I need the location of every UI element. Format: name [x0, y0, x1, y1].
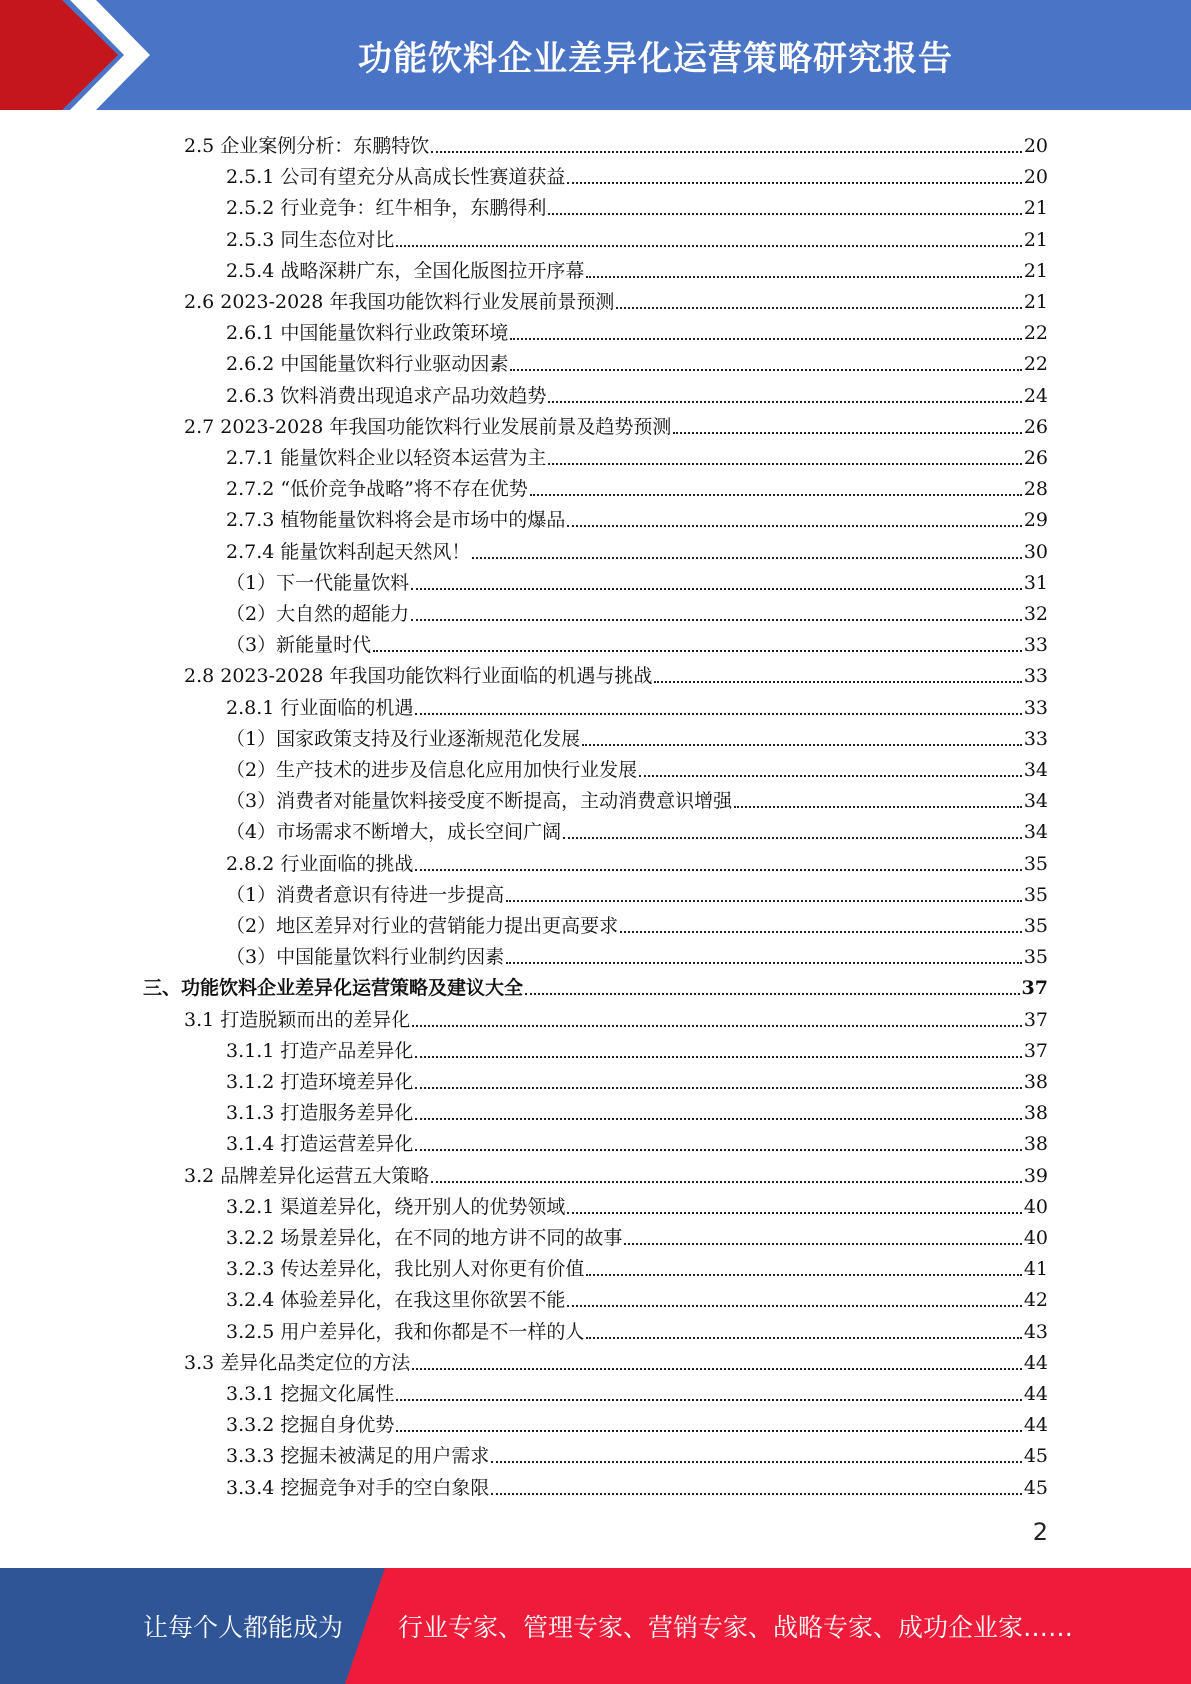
toc-entry[interactable]: [226, 377, 1048, 408]
toc-entry-page: 35: [1023, 946, 1048, 969]
toc-dot-leader: [415, 1056, 1021, 1058]
toc-entry-page: 34: [1023, 821, 1048, 844]
toc-dot-leader: [431, 1181, 1022, 1183]
toc-entry-title: 3.3 差异化品类定位的方法: [184, 1351, 411, 1374]
toc-dot-leader: [412, 1368, 1022, 1370]
toc-dot-leader: [582, 744, 1022, 746]
toc-entry-page: 45: [1023, 1445, 1048, 1468]
toc-entry-page: 37: [1023, 1039, 1048, 1062]
toc-entry-title: （1）国家政策支持及行业逐渐规范化发展: [226, 727, 581, 750]
toc-entry-page: 24: [1023, 384, 1048, 407]
toc-entry-page: 35: [1023, 915, 1048, 937]
toc-dot-leader: [548, 213, 1021, 215]
page-number: 2: [1032, 1518, 1048, 1546]
toc-dot-leader: [673, 432, 1021, 434]
toc-dot-leader: [563, 837, 1022, 839]
toc-dot-leader: [396, 1430, 1021, 1432]
toc-dot-leader: [586, 276, 1021, 278]
toc-entry-title: （1）下一代能量饮料: [226, 571, 410, 594]
toc-dot-leader: [548, 401, 1021, 403]
toc-entry[interactable]: [226, 1375, 1048, 1406]
toc-entry-title: 2.5 企业案例分析：东鹏特饮: [184, 135, 430, 157]
toc-entry-page: 22: [1023, 353, 1048, 376]
toc-entry-title: 2.7.3 植物能量饮料将会是市场中的爆品: [226, 509, 566, 532]
toc-dot-leader: [654, 681, 1021, 683]
toc-entry-title: 3.1.1 打造产品差异化: [226, 1039, 414, 1062]
toc-entry[interactable]: [226, 813, 1048, 844]
toc-entry-title: 2.8 2023-2028 年我国功能饮料行业面临的机遇与挑战: [184, 665, 653, 688]
toc-entry-title: 3.3.1 挖掘文化属性: [226, 1383, 395, 1405]
toc-entry-page: 26: [1023, 447, 1048, 469]
page-header: [0, 0, 1191, 110]
toc-entry[interactable]: [184, 408, 1048, 439]
page-footer: [0, 1568, 1191, 1684]
toc-entry-page: 33: [1023, 634, 1048, 657]
toc-entry[interactable]: [226, 470, 1048, 501]
toc-dot-leader: [373, 650, 1022, 652]
toc-entry-title: 2.7 2023-2028 年我国功能饮料行业发展前景及趋势预测: [184, 415, 672, 438]
toc-dot-leader: [567, 182, 1021, 184]
toc-entry[interactable]: [184, 657, 1048, 688]
toc-entry-title: 3.2 品牌差异化运营五大策略: [184, 1164, 430, 1187]
toc-entry-title: 2.6.3 饮料消费出现追求产品功效趋势: [226, 384, 547, 407]
footer-slogan-left: 让每个人都能成为: [143, 1613, 344, 1642]
toc-entry-title: 2.5.1 公司有望充分从高成长性赛道获益: [226, 166, 566, 189]
toc-entry-title: 3.2.1 渠道差异化，绕开别人的优势领域: [226, 1195, 566, 1218]
toc-dot-leader: [491, 1493, 1021, 1495]
toc-entry-page: 44: [1023, 1351, 1048, 1374]
toc-entry-page: 37: [1021, 977, 1048, 1000]
toc-entry[interactable]: [226, 158, 1048, 189]
toc-entry-page: 35: [1023, 852, 1048, 875]
toc-entry-title: 2.8.1 行业面临的机遇: [226, 696, 414, 719]
toc-entry-title: 2.6.1 中国能量饮料行业政策环境: [226, 322, 509, 345]
toc-entry-title: 3.2.3 传达差异化，我比别人对你更有价值: [226, 1258, 585, 1281]
toc-entry[interactable]: [226, 1032, 1048, 1063]
toc-entry-title: （3）中国能量饮料行业制约因素: [226, 946, 505, 969]
toc-entry[interactable]: [226, 1188, 1048, 1219]
toc-entry-page: 21: [1023, 259, 1048, 282]
toc-entry[interactable]: [226, 564, 1048, 595]
toc-entry[interactable]: [226, 189, 1048, 220]
toc-dot-leader: [415, 713, 1021, 715]
toc-entry-title: 2.6 2023-2028 年我国功能饮料行业发展前景预测: [184, 291, 615, 313]
toc-entry[interactable]: [226, 501, 1048, 532]
toc-entry-page: 34: [1023, 790, 1048, 813]
report-title: 功能饮料企业差异化运营策略研究报告: [358, 38, 953, 79]
toc-dot-leader: [415, 1118, 1021, 1120]
toc-entry-title: 2.5.4 战略深耕广东，全国化版图拉开序幕: [226, 259, 585, 282]
toc-dot-leader: [620, 931, 1022, 933]
toc-entry[interactable]: [226, 1250, 1048, 1281]
toc-entry-title: 3.3.3 挖掘未被满足的用户需求: [226, 1445, 490, 1468]
toc-entry-page: 38: [1023, 1102, 1048, 1125]
toc-entry[interactable]: [226, 1313, 1048, 1344]
toc-entry-title: 3.1.4 打造运营差异化: [226, 1133, 414, 1156]
toc-entry-title: 3.2.2 场景差异化，在不同的地方讲不同的故事: [226, 1227, 623, 1249]
toc-entry-page: 37: [1023, 1008, 1048, 1031]
toc-dot-leader: [734, 806, 1022, 808]
toc-entry[interactable]: [226, 221, 1048, 252]
toc-entry[interactable]: [226, 876, 1048, 907]
toc-entry-title: 3.3.4 挖掘竞争对手的空白象限: [226, 1476, 490, 1499]
toc-entry[interactable]: [226, 345, 1048, 376]
toc-entry[interactable]: [226, 938, 1048, 969]
toc-dot-leader: [396, 245, 1021, 247]
toc-dot-leader: [411, 619, 1022, 621]
toc-dot-leader: [510, 338, 1021, 340]
toc-entry-title: （4）市场需求不断增大，成长空间广阔: [226, 821, 562, 844]
toc-entry[interactable]: [226, 1094, 1048, 1125]
toc-dot-leader: [510, 369, 1021, 371]
toc-dot-leader: [525, 993, 1020, 995]
toc-entry[interactable]: [226, 314, 1048, 345]
toc-entry-page: 38: [1023, 1133, 1048, 1156]
toc-entry-page: 31: [1023, 571, 1048, 594]
toc-entry-page: 33: [1023, 696, 1048, 719]
toc-dot-leader: [548, 463, 1021, 465]
toc-entry[interactable]: [226, 751, 1048, 782]
toc-entry-title: 2.5.3 同生态位对比: [226, 228, 395, 251]
toc-entry[interactable]: [226, 533, 1048, 564]
toc-entry[interactable]: [226, 689, 1048, 720]
toc-dot-leader: [506, 900, 1022, 902]
toc-dot-leader: [506, 962, 1022, 964]
toc-dot-leader: [396, 1399, 1021, 1401]
toc-entry[interactable]: [226, 1063, 1048, 1094]
toc-entry-page: 38: [1023, 1071, 1048, 1093]
toc-dot-leader: [567, 1305, 1021, 1307]
toc-entry-page: 42: [1023, 1289, 1048, 1312]
toc-dot-leader: [412, 1025, 1022, 1027]
toc-dot-leader: [624, 1243, 1021, 1245]
toc-entry[interactable]: [226, 845, 1048, 876]
toc-entry-title: 3.1.2 打造环境差异化: [226, 1071, 414, 1093]
toc-entry-title: 2.7.4 能量饮料刮起天然风！: [226, 540, 471, 563]
toc-entry-page: 30: [1023, 540, 1048, 563]
toc-dot-leader: [415, 1087, 1021, 1089]
toc-entry[interactable]: [184, 1157, 1048, 1188]
toc-dot-leader: [586, 1337, 1021, 1339]
toc-entry[interactable]: [226, 1281, 1048, 1312]
toc-entry[interactable]: [226, 1219, 1048, 1250]
toc-dot-leader: [639, 775, 1022, 777]
toc-entry-page: 26: [1023, 415, 1048, 438]
toc-entry-title: （2）地区差异对行业的营销能力提出更高要求: [226, 915, 619, 937]
toc-entry-page: 21: [1023, 291, 1048, 313]
toc-entry-page: 44: [1023, 1414, 1048, 1437]
toc-entry-title: （1）消费者意识有待进一步提高: [226, 883, 505, 906]
toc-entry-title: 3.1 打造脱颖而出的差异化: [184, 1008, 411, 1031]
toc-entry-page: 45: [1023, 1476, 1048, 1499]
toc-entry[interactable]: [226, 1437, 1048, 1468]
toc-entry-page: 20: [1023, 166, 1048, 189]
toc-entry[interactable]: [226, 439, 1048, 470]
toc-dot-leader: [415, 869, 1021, 871]
toc-entry-title: 2.6.2 中国能量饮料行业驱动因素: [226, 353, 509, 376]
toc-entry-page: 32: [1023, 603, 1048, 625]
toc-dot-leader: [491, 1461, 1021, 1463]
toc-entry[interactable]: [226, 782, 1048, 813]
toc-entry-page: 20: [1023, 135, 1048, 157]
toc-dot-leader: [567, 525, 1021, 527]
toc-entry-page: 28: [1023, 478, 1048, 501]
toc-entry[interactable]: [226, 720, 1048, 751]
toc-entry-page: 40: [1023, 1227, 1048, 1249]
toc-entry[interactable]: [226, 595, 1048, 626]
toc-entry-page: 29: [1023, 509, 1048, 532]
toc-entry-title: 2.7.1 能量饮料企业以轻资本运营为主: [226, 447, 547, 469]
toc-entry-title: 3.3.2 挖掘自身优势: [226, 1414, 395, 1437]
toc-dot-leader: [415, 1149, 1021, 1151]
toc-dot-leader: [431, 151, 1022, 153]
toc-dot-leader: [530, 494, 1022, 496]
toc-entry-page: 21: [1023, 228, 1048, 251]
toc-entry-title: 三、功能饮料企业差异化运营策略及建议大全: [143, 977, 524, 1000]
toc-dot-leader: [472, 557, 1021, 559]
toc-entry-page: 35: [1023, 883, 1048, 906]
toc-entry[interactable]: [226, 907, 1048, 938]
toc-entry[interactable]: [184, 1344, 1048, 1375]
toc-entry[interactable]: [226, 1469, 1048, 1500]
toc-entry[interactable]: [226, 1406, 1048, 1437]
toc-entry-title: （2）生产技术的进步及信息化应用加快行业发展: [226, 759, 638, 781]
toc-entry[interactable]: [184, 1001, 1048, 1032]
toc-entry-page: 41: [1023, 1258, 1048, 1281]
toc-entry[interactable]: [143, 969, 1048, 1000]
toc-entry-page: 40: [1023, 1195, 1048, 1218]
toc-dot-leader: [567, 1212, 1021, 1214]
toc-dot-leader: [616, 307, 1021, 309]
toc-entry-page: 34: [1023, 759, 1048, 781]
toc-entry-title: 3.2.5 用户差异化，我和你都是不一样的人: [226, 1320, 585, 1343]
toc-entry-page: 33: [1023, 665, 1048, 688]
toc-entry-page: 39: [1023, 1164, 1048, 1187]
footer-slogan-right: 行业专家、管理专家、营销专家、战略专家、成功企业家……: [398, 1613, 1074, 1642]
toc-entry-title: （3）消费者对能量饮料接受度不断提高，主动消费意识增强: [226, 790, 733, 813]
toc-entry-title: 3.1.3 打造服务差异化: [226, 1102, 414, 1125]
toc-entry-page: 21: [1023, 197, 1048, 220]
toc-entry[interactable]: [184, 127, 1048, 158]
header-red-arrow-decoration: [0, 0, 150, 110]
toc-entry[interactable]: [226, 1125, 1048, 1156]
toc-entry-page: 43: [1023, 1320, 1048, 1343]
toc-dot-leader: [586, 1274, 1021, 1276]
toc-entry-title: （3）新能量时代: [226, 634, 372, 657]
toc-entry-page: 33: [1023, 727, 1048, 750]
toc-entry-title: 2.5.2 行业竞争：红牛相争，东鹏得利: [226, 197, 547, 220]
toc-entry[interactable]: [226, 626, 1048, 657]
toc-entry-page: 44: [1023, 1383, 1048, 1405]
toc-entry-title: 3.2.4 体验差异化，在我这里你欲罢不能: [226, 1289, 566, 1312]
toc-entry-page: 22: [1023, 322, 1048, 345]
toc-entry-title: 2.7.2 “低价竞争战略”将不存在优势: [226, 478, 528, 501]
toc-entry[interactable]: [226, 252, 1048, 283]
toc-dot-leader: [411, 588, 1022, 590]
toc-entry-title: （2）大自然的超能力: [226, 603, 410, 625]
toc-entry[interactable]: [184, 283, 1048, 314]
toc-entry-title: 2.8.2 行业面临的挑战: [226, 852, 414, 875]
